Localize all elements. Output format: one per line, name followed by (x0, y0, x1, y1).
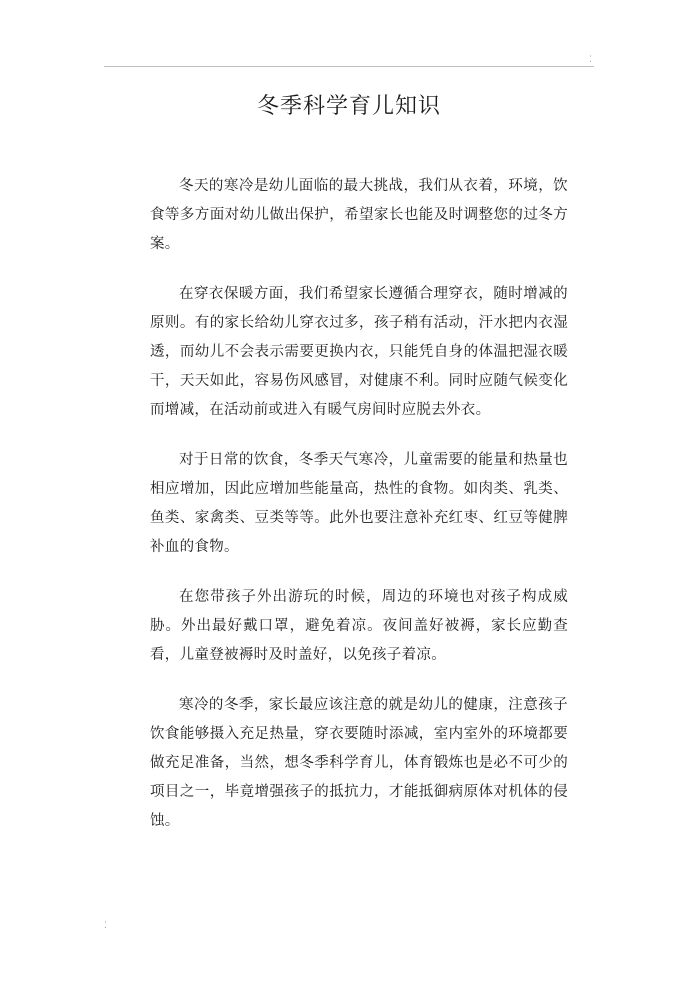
paragraph-outdoor: 在您带孩子外出游玩的时候，周边的环境也对孩子构成威胁。外出最好戴口罩，避免着凉。夜间盖好被褥，家长应勤查看，儿童登被褥时及时盖好，以免孩子着凉。 (150, 589, 568, 663)
paragraph-conclusion: 寒冷的冬季，家长最应该注意的就是幼儿的健康，注意孩子饮食能够摄入充足热量，穿衣要随时添减，室内室外的环境都要做充足准备，当然，想冬季科学育儿，体育锻炼也是必不可少的项目之一，毕竟增强孩子的抵抗力，才能抵御病原体对机体的侵蚀。 (150, 697, 568, 829)
page-title: 冬季科学育儿知识 (256, 94, 441, 119)
paragraph-clothing: 在穿衣保暖方面，我们希望家长遵循合理穿衣，随时增减的原则。有的家长给幼儿穿衣过多，孩子稍有活动，汗水把内衣湿透，而幼儿不会表示需要更换内衣，只能凭自身的体温把湿衣暖干，天天如此，容易伤风感冒，对健康不利。同时应随气候变化而增减，在活动前或进入有暖气房间时应脱去外衣。 (150, 286, 568, 418)
header-rule (104, 66, 594, 67)
paragraph-intro: 冬天的寒冷是幼儿面临的最大挑战，我们从衣着，环境，饮食等多方面对幼儿做出保护，希望家长也能及时调整您的过冬方案。 (150, 178, 568, 252)
paragraph-diet: 对于日常的饮食，冬季天气寒冷，儿童需要的能量和热量也相应增加，因此应增加些能量高，热性的食物。如肉类、乳类、鱼类、家禽类、豆类等等。此外也要注意补充红枣、红豆等健脾补血的食物。 (150, 452, 568, 555)
document-body (150, 172, 568, 857)
crop-mark-icon: ⁚ (589, 55, 592, 65)
crop-mark-icon: ⁚ (104, 921, 107, 931)
